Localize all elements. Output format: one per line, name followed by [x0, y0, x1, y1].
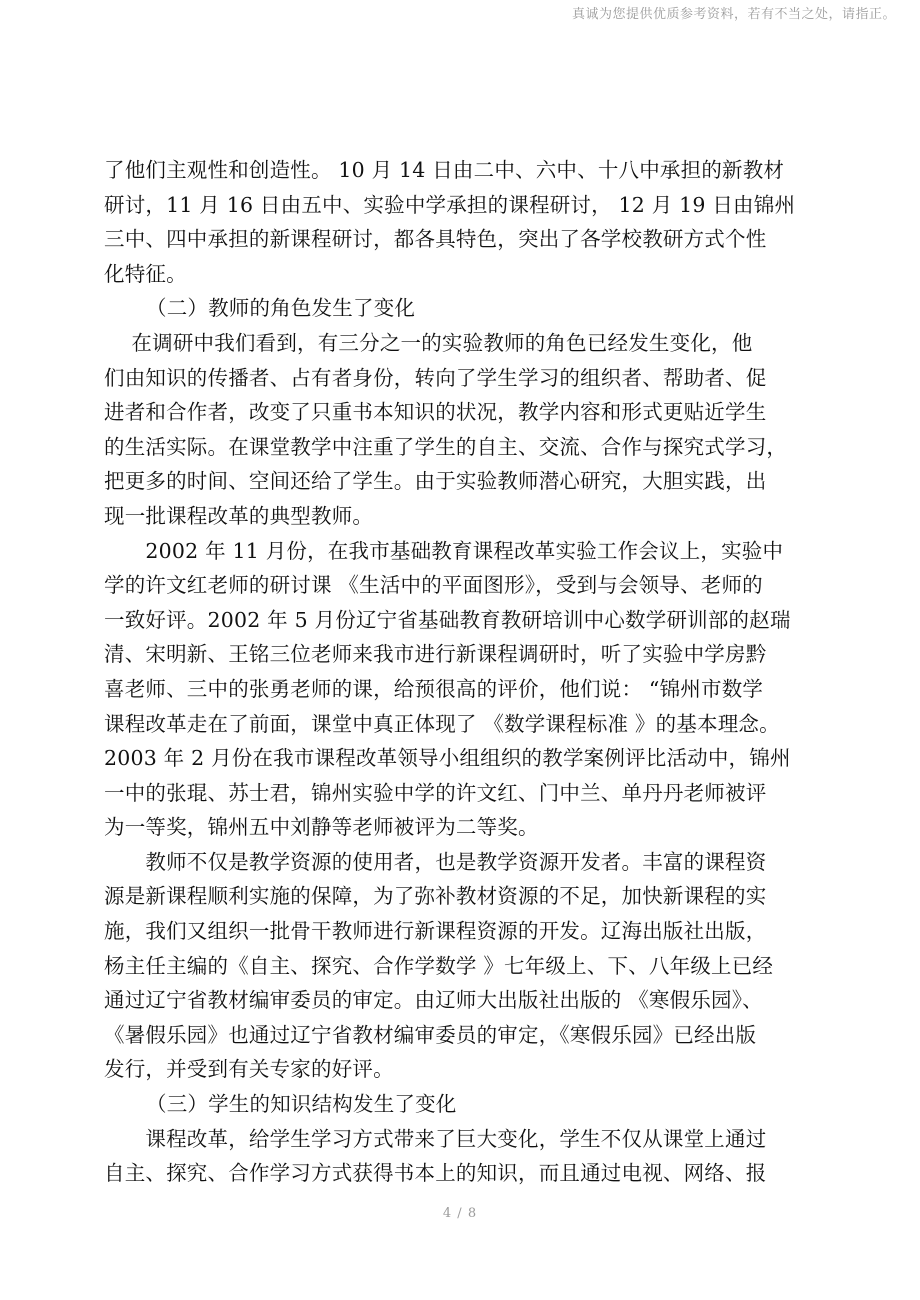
text-line: 课程改革走在了前面，课堂中真正体现了 《数学课程标准 》的基本理念。	[104, 711, 780, 736]
text-line: 杨主任主编的《自主、探究、合作学数学 》七年级上、下、八年级上已经	[104, 953, 774, 978]
text-line: 三中、四中承担的新课程研讨，都各具特色，突出了各学校教研方式个性	[104, 227, 767, 252]
text-line: 一致好评。2002 年 5 月份辽宁省基础教育教研培训中心数学研训部的赵瑞	[104, 607, 791, 632]
text-line: 现一批课程改革的典型教师。	[104, 503, 374, 528]
text-line: 了他们主观性和创造性。 10 月 14 日由二中、六中、十八中承担的新教材	[104, 158, 785, 182]
section-heading-teacher-role: （二）教师的角色发生了变化	[146, 296, 416, 321]
text-line: 施，我们又组织一批骨干教师进行新课程资源的开发。辽海出版社出版，	[104, 919, 767, 944]
text-line: 通过辽宁省教材编审委员的审定。由辽师大出版社出版的 《寒假乐园》、	[104, 988, 763, 1013]
section-heading-student-knowledge: （三）学生的知识结构发生了变化	[146, 1092, 457, 1117]
text-line: 源是新课程顺利实施的保障，为了弥补教材资源的不足，加快新课程的实	[104, 884, 767, 909]
text-line: 自主、探究、合作学习方式获得书本上的知识，而且通过电视、网络、报	[104, 1161, 767, 1186]
text-line: 学的许文红老师的研讨课 《生活中的平面图形》，受到与会领导、老师的	[104, 573, 763, 598]
text-line: 的生活实际。在课堂教学中注重了学生的自主、交流、合作与探究式学习，	[104, 434, 788, 459]
text-line: 教师不仅是教学资源的使用者，也是教学资源开发者。丰富的课程资	[104, 849, 767, 874]
text-line: 《暑假乐园》也通过辽宁省教材编审委员的审定，《寒假乐园》已经出版	[104, 1022, 757, 1047]
text-line: 化特征。	[104, 261, 187, 286]
text-line: 们由知识的传播者、占有者身份，转向了学生学习的组织者、帮助者、促	[104, 365, 767, 390]
text-line: 清、宋明新、王铭三位老师来我市进行新课程调研时，听了实验中学房黔	[104, 642, 767, 667]
text-line: 为一等奖，锦州五中刘静等老师被评为二等奖。	[104, 815, 539, 840]
text-line: 把更多的时间、空间还给了学生。由于实验教师潜心研究，大胆实践，出	[104, 469, 767, 494]
page-number: 4 / 8	[442, 1206, 478, 1221]
text-line: 发行，并受到有关专家的好评。	[104, 1057, 394, 1082]
text-line: 2002 年 11 月份，在我市基础教育课程改革实验工作会议上，实验中	[104, 538, 784, 563]
text-line: 进者和合作者，改变了只重书本知识的状况，教学内容和形式更贴近学生	[104, 400, 767, 425]
text-line: 课程改革，给学生学习方式带来了巨大变化，学生不仅从课堂上通过	[104, 1126, 767, 1151]
text-line: 研讨，11 月 16 日由五中、实验中学承担的课程研讨， 12 月 19 日由锦州	[104, 192, 796, 217]
header-note: 真诚为您提供优质参考资料，若有不当之处，请指正。	[571, 7, 896, 22]
text-line: 一中的张琨、苏士君，锦州实验中学的许文红、门中兰、单丹丹老师被评	[104, 780, 767, 805]
text-line: 2003 年 2 月份在我市课程改革领导小组组织的教学案例评比活动中，锦州	[104, 746, 791, 771]
document-body	[104, 153, 816, 1191]
text-line: 在调研中我们看到，有三分之一的实验教师的角色已经发生变化，他	[104, 330, 753, 355]
text-line: 喜老师、三中的张勇老师的课，给预很高的评价，他们说： “锦州市数学	[104, 676, 764, 701]
